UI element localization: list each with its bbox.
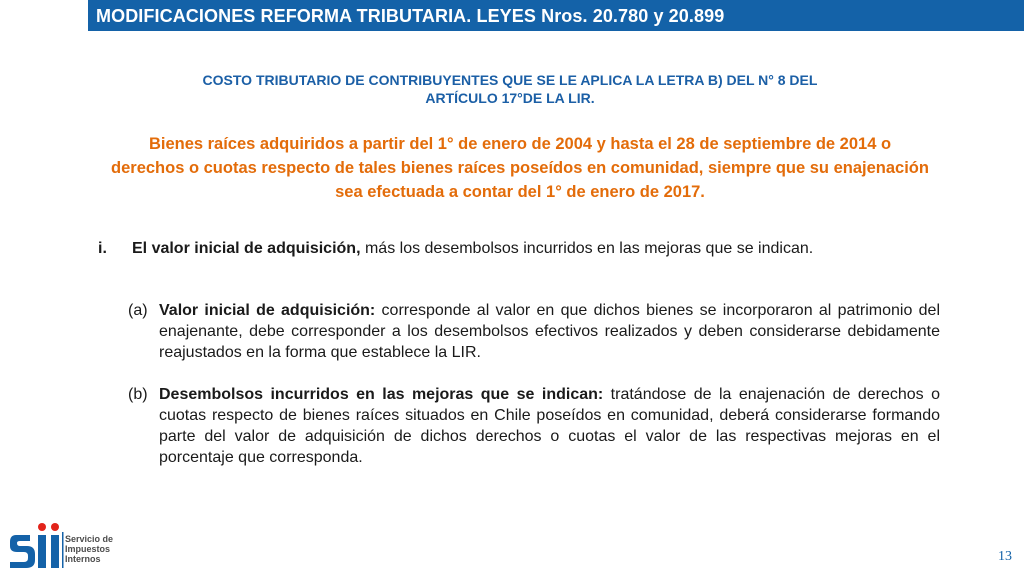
logo-dot-1	[38, 523, 46, 531]
logo-line-2: Impuestos	[65, 544, 111, 554]
logo-wordmark	[65, 534, 113, 564]
list-marker: (a)	[128, 302, 148, 319]
logo-i-stem-1	[38, 535, 46, 568]
list-item-body	[159, 300, 940, 363]
list-item-lead: El valor inicial de adquisición,	[132, 240, 361, 257]
list-marker: i.	[98, 240, 107, 257]
logo-dot-2	[51, 523, 59, 531]
list-item-lead: Valor inicial de adquisición:	[159, 302, 376, 319]
list-item-text: corresponde al valor en que dichos bienes se incorporaron al patrimonio del enajenante, debe corresponder a los desembolsos efectivos realizados y deben considerarse debidamente reajustados en la forma que establece la LIR.	[159, 302, 940, 361]
logo-line-3: Internos	[65, 554, 101, 564]
section-subtitle	[120, 71, 900, 107]
list-item-lead: Desembolsos incurridos en las mejoras que se indican:	[159, 386, 604, 403]
page-number: 13	[998, 549, 1012, 564]
list-item-text: tratándose de la enajenación de derechos o cuotas respecto de bienes raíces situados en Chile poseídos en comunidad, deberá considerarse formando parte del valor de adquisición de dichos derechos o cuotas el valor de las respectivas mejoras en el porcentaje que corresponda.	[159, 386, 941, 466]
highlight-paragraph: Bienes raíces adquiridos a partir del 1° de enero de 2004 y hasta el 28 de septiembre de 2014 o derechos o cuotas respecto de tales bienes raíces poseídos en comunidad, siempre que su enajenación sea efectuada a contar del 1° de enero de 2017.	[111, 135, 929, 201]
logo-line-1: Servicio de	[65, 534, 114, 544]
list-item-body	[132, 238, 940, 259]
subtitle-line-2: ARTÍCULO 17°DE LA LIR.	[425, 90, 595, 106]
slide-title: MODIFICACIONES REFORMA TRIBUTARIA. LEYES Nros. 20.780 y 20.899	[96, 6, 725, 26]
list-marker: (b)	[128, 386, 148, 403]
subtitle-line-1: COSTO TRIBUTARIO DE CONTRIBUYENTES QUE SE LE APLICA LA LETRA B) DEL N° 8 DEL	[202, 72, 818, 88]
logo-i-stem-2	[51, 535, 59, 568]
logo-divider	[62, 532, 64, 568]
logo-s-shape	[10, 535, 35, 568]
list-item-body	[159, 384, 940, 468]
list-item-text: más los desembolsos incurridos en las mejoras que se indican.	[360, 240, 814, 257]
